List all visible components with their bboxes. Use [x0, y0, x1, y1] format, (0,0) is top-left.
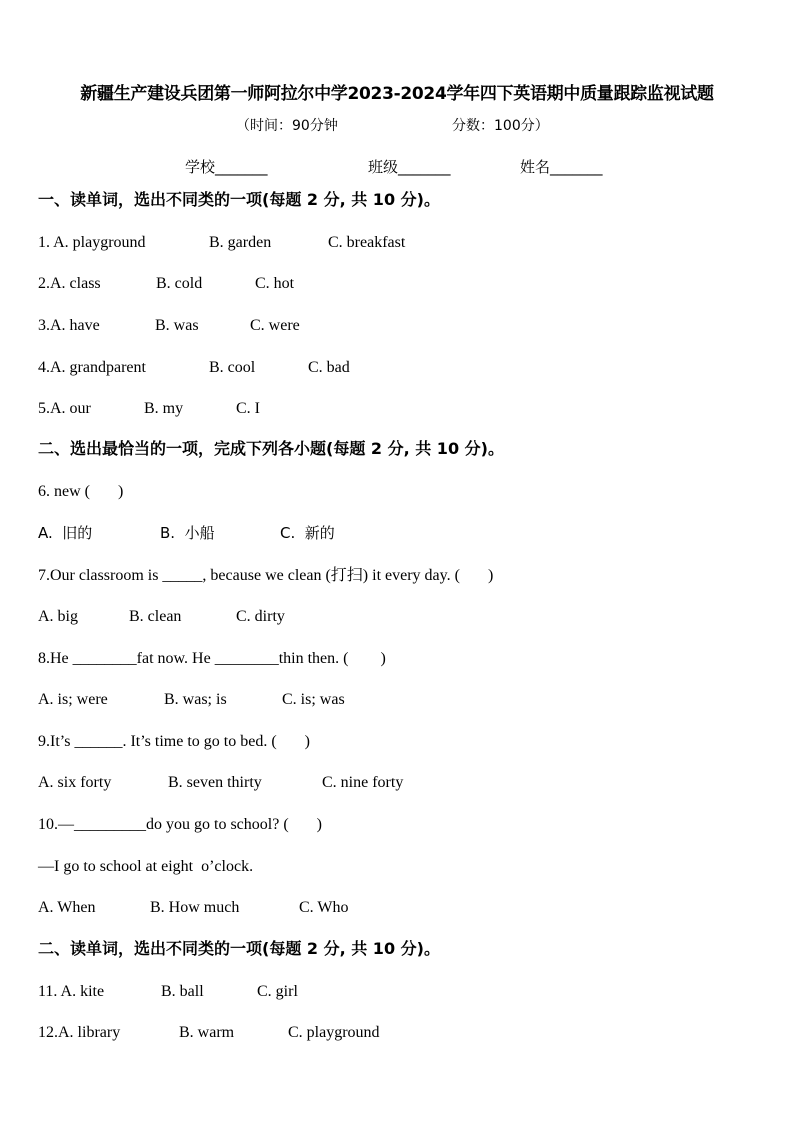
question-8-stem: 8.He ________fat now. He ________thin then. ( ): [38, 650, 386, 667]
question-9-option-a: A. six forty: [38, 774, 112, 791]
question-9-option-c: C. nine forty: [322, 774, 404, 791]
question-6-option-a: A. 旧的: [38, 524, 93, 542]
question-3-option-c: C. were: [250, 317, 300, 334]
question-7-option-c: C. dirty: [236, 608, 285, 625]
question-5-option-c: C. I: [236, 400, 260, 417]
exam-score: 分数：100分）: [452, 118, 549, 134]
question-12-option-b: B. warm: [179, 1024, 235, 1041]
school-field[interactable]: 学校_______: [185, 158, 268, 176]
section-heading-2: 二、选出最恰当的一项，完成下列各小题(每题 2 分, 共 10 分)。: [38, 439, 504, 458]
question-2-option-c: C. hot: [255, 275, 295, 292]
question-8-option-c: C. is; was: [282, 691, 345, 708]
question-6-option-b: B. 小船: [160, 524, 215, 542]
question-6-option-c: C. 新的: [280, 524, 335, 542]
question-10-option-c: C. Who: [299, 899, 349, 916]
question-1-option-b: B. garden: [209, 234, 272, 251]
question-5-option-b: B. my: [144, 400, 184, 417]
question-3-option-a: 3.A. have: [38, 317, 100, 334]
question-5-option-a: 5.A. our: [38, 400, 91, 417]
question-10-reply: —I go to school at eight o’clock.: [38, 858, 254, 875]
question-2-option-a: 2.A. class: [38, 275, 101, 292]
question-4-option-b: B. cool: [209, 359, 256, 376]
question-11-option-c: C. girl: [257, 983, 298, 1000]
question-2-option-b: B. cold: [156, 275, 203, 292]
question-12-option-a: 12.A. library: [38, 1024, 121, 1041]
class-field[interactable]: 班级_______: [368, 158, 451, 176]
question-3-option-b: B. was: [155, 317, 199, 334]
question-10-option-a: A. When: [38, 899, 96, 916]
question-10-option-b: B. How much: [150, 899, 240, 916]
question-11-option-b: B. ball: [161, 983, 204, 1000]
question-9-option-b: B. seven thirty: [168, 774, 262, 791]
question-12-option-c: C. playground: [288, 1024, 380, 1041]
question-1-option-c: C. breakfast: [328, 234, 406, 251]
question-7-option-b: B. clean: [129, 608, 182, 625]
question-9-stem: 9.It’s ______. It’s time to go to bed. ( ): [38, 733, 310, 750]
name-field[interactable]: 姓名_______: [520, 158, 603, 176]
question-4-option-c: C. bad: [308, 359, 350, 376]
section-heading-3: 二、读单词，选出不同类的一项(每题 2 分, 共 10 分)。: [38, 939, 440, 958]
question-4-option-a: 4.A. grandparent: [38, 359, 146, 376]
exam-time: （时间：90分钟: [236, 118, 338, 134]
question-8-option-a: A. is; were: [38, 691, 108, 708]
question-1-option-a: 1. A. playground: [38, 234, 146, 251]
section-heading-1: 一、读单词，选出不同类的一项(每题 2 分, 共 10 分)。: [38, 190, 440, 209]
question-10-stem: 10.—_________do you go to school? ( ): [38, 816, 322, 833]
exam-title: 新疆生产建设兵团第一师阿拉尔中学2023-2024学年四下英语期中质量跟踪监视试题: [80, 84, 714, 104]
question-6-stem: 6. new ( ): [38, 483, 124, 500]
question-11-option-a: 11. A. kite: [38, 983, 105, 1000]
question-8-option-b: B. was; is: [164, 691, 227, 708]
question-7-stem: 7.Our classroom is _____, because we clean (打扫) it every day. ( ): [38, 567, 494, 584]
question-7-option-a: A. big: [38, 608, 78, 625]
